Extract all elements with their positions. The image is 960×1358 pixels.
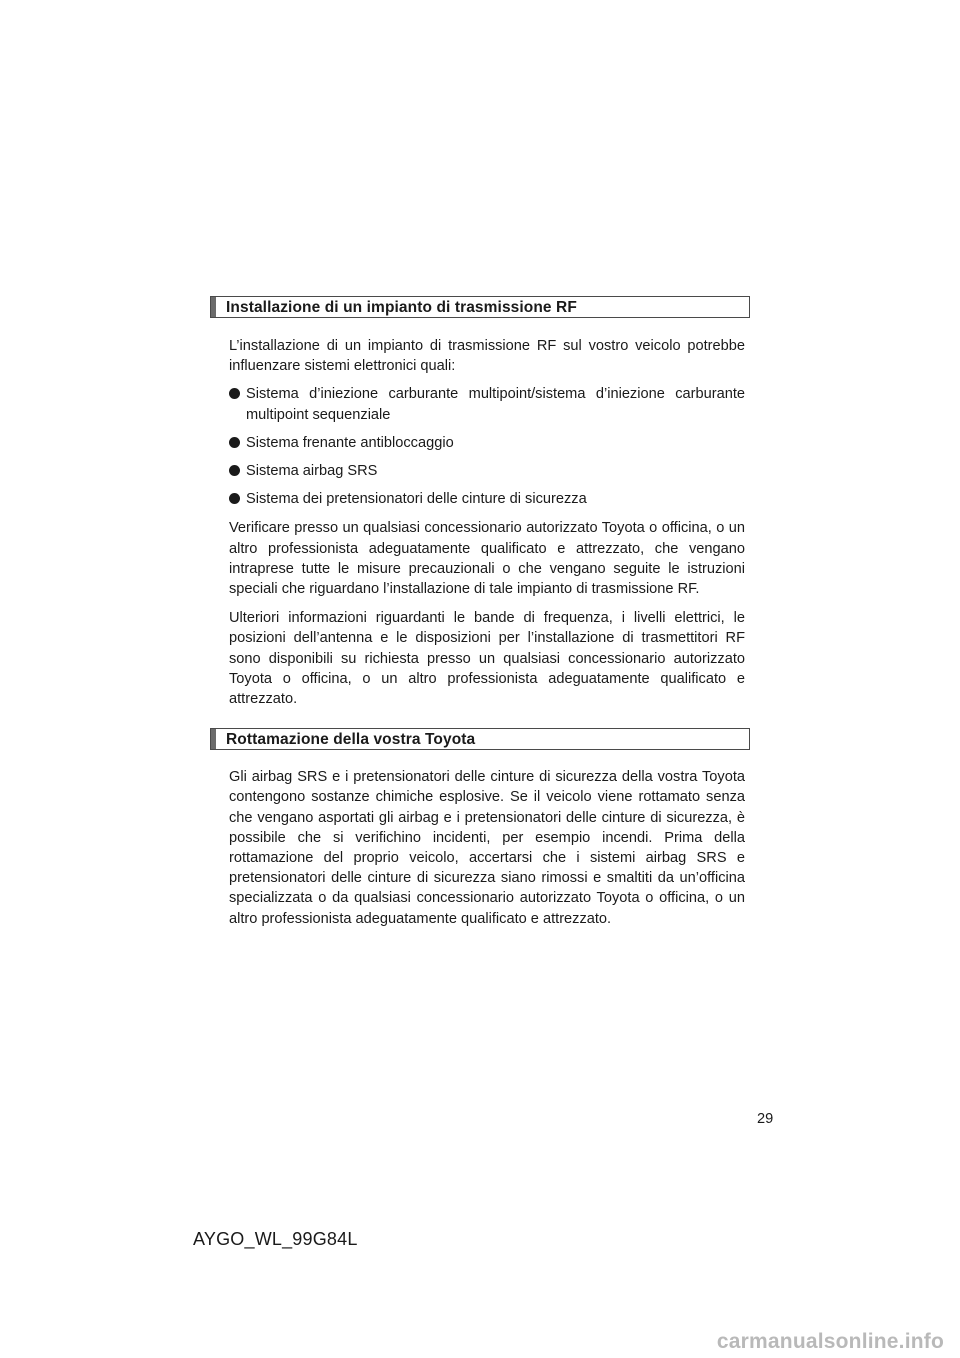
header-accent-bar	[211, 729, 216, 749]
bullet-icon	[229, 437, 240, 448]
list-item-text: Sistema d’iniezione carburante multipoint/sistema d’iniezione carburante multipoint sequenziale	[246, 386, 745, 423]
footer-document-code: AYGO_WL_99G84L	[193, 1229, 358, 1249]
body-paragraph: Ulteriori informazioni riguardanti le bande di frequenza, i livelli elettrici, le posizioni dell’antenna e le disposizioni per l’installazione di trasmettitori RF sono disponibili su richiesta presso un qualsiasi concessionario autorizzato Toyota o officina, o un altro professionista adeguatamente qualificato e attrezzato.	[229, 610, 745, 708]
section-title: Installazione di un impianto di trasmissione RF	[226, 299, 577, 316]
list-item-text: Sistema dei pretensionatori delle cinture di sicurezza	[246, 491, 587, 508]
bullet-icon	[229, 388, 240, 399]
page-content	[210, 296, 750, 929]
page-number: 29	[757, 1111, 774, 1127]
body-paragraph: Verificare presso un qualsiasi concessionario autorizzato Toyota o officina, o un altro professionista adeguatamente qualificato e attrezzato, che vengano intraprese tutte le misure precauzionali o che vengano seguite le istruzioni speciali che riguardano l’installazione di tale impianto di trasmissione RF.	[229, 520, 745, 598]
section-body	[210, 336, 750, 709]
intro-paragraph: Gli airbag SRS e i pretensionatori delle cinture di sicurezza della vostra Toyota contengono sostanze chimiche esplosive. Se il veicolo viene rottamato senza che vengano asportati gli airbag e i pretensionatori delle cinture di sicurezza, è possibile che si verifichino incidenti, per esempio incendi. Prima della rottamazione del proprio veicolo, accertarsi che i sistemi airbag SRS e pretensionatori delle cinture di sicurezza siano rimossi e smaltiti da un’officina specializzata o da qualsiasi concessionario autorizzato Toyota o officina, o un altro professionista adeguatamente qualificato e attrezzato.	[229, 769, 745, 927]
bullet-list	[229, 384, 745, 509]
bullet-icon	[229, 465, 240, 476]
section-header	[210, 296, 750, 318]
list-item-text: Sistema frenante antibloccaggio	[246, 434, 454, 451]
section-title: Rottamazione della vostra Toyota	[226, 731, 476, 749]
list-item	[229, 461, 745, 481]
intro-paragraph: L’installazione di un impianto di trasmissione RF sul vostro veicolo potrebbe influenzare sistemi elettronici quali:	[229, 338, 745, 375]
list-item	[229, 384, 745, 424]
section-rf-installation	[210, 296, 750, 709]
header-accent-bar	[211, 297, 216, 317]
watermark-text: carmanualsonline.info	[716, 1330, 944, 1353]
section-scrapping	[210, 728, 750, 929]
list-item	[229, 489, 745, 509]
list-item	[229, 433, 745, 453]
section-body	[210, 767, 750, 929]
list-item-text: Sistema airbag SRS	[246, 463, 378, 480]
section-header	[210, 728, 750, 750]
bullet-icon	[229, 493, 240, 504]
